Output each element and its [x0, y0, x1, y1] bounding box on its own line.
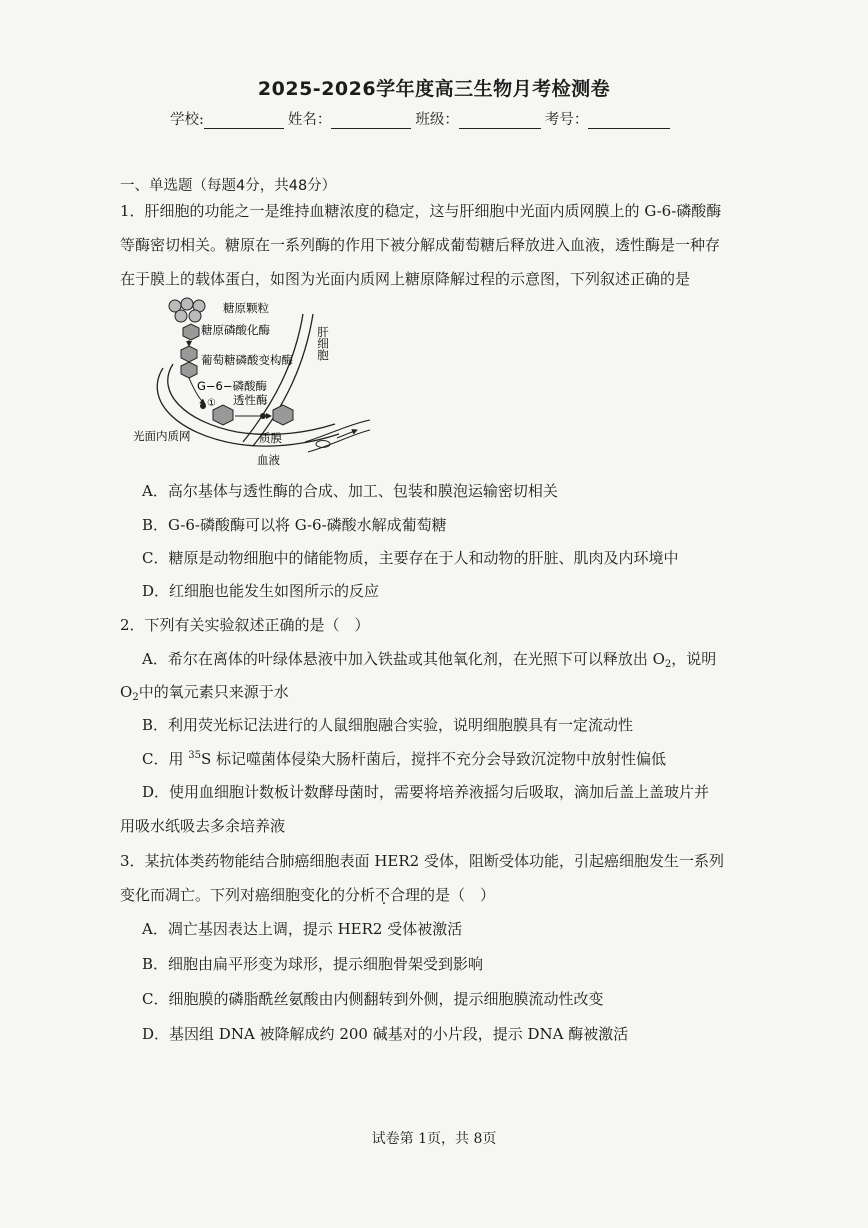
- class-blank[interactable]: [459, 114, 541, 129]
- q2-c-post: S 标记噬菌体侵染大肠杆菌后，搅拌不充分会导致沉淀物中放射性偏低: [200, 750, 667, 768]
- label-er: 光面内质网: [133, 429, 191, 443]
- label-marker: ①: [207, 398, 216, 409]
- name-label: 姓名：: [287, 112, 332, 128]
- q2-stem: 2．下列有关实验叙述正确的是（ ）: [120, 616, 370, 634]
- q3-option-d[interactable]: D．基因组 DNA 被降解成约 200 碱基对的小片段，提示 DNA 酶被激活: [142, 1025, 629, 1043]
- q1-stem-line3: 在于膜上的载体蛋白，如图为光面内质网上糖原降解过程的示意图，下列叙述正确的是: [120, 270, 691, 288]
- q2-option-a[interactable]: [142, 648, 716, 670]
- q2-a-sub: 2: [664, 659, 672, 670]
- q1-option-d[interactable]: D．红细胞也能发生如图所示的反应: [142, 582, 380, 600]
- label-glycogen: 糖原颗粒: [223, 301, 269, 315]
- q3-stem-line1: 3．某抗体类药物能结合肺癌细胞表面 HER2 受体，阻断受体功能，引起癌细胞发生一系列: [120, 852, 724, 870]
- q2-a2-text: O: [120, 683, 133, 701]
- student-info-row: [170, 108, 674, 129]
- q2-a2-post: 中的氧元素只来源于水: [138, 683, 289, 701]
- q3-option-c[interactable]: C．细胞膜的磷脂酰丝氨酸由内侧翻转到外侧，提示细胞膜流动性改变: [142, 990, 604, 1008]
- q2-c-pre: C．用: [142, 750, 189, 768]
- q2-option-b[interactable]: B．利用荧光标记法进行的人鼠细胞融合实验，说明细胞膜具有一定流动性: [142, 716, 634, 734]
- section-heading: 一、单选题（每题4分，共48分）: [120, 178, 337, 194]
- q1-option-a[interactable]: A．高尔基体与透性酶的合成、加工、包装和膜泡运输密切相关: [142, 482, 558, 500]
- q1-option-b[interactable]: B．G-6-磷酸酶可以将 G-6-磷酸水解成葡萄糖: [142, 516, 447, 534]
- q3-stem-post: 合理的是（ ）: [390, 886, 496, 904]
- exam-no-label: 考号：: [544, 112, 589, 128]
- school-label: 学校:: [170, 112, 204, 128]
- glycogen-granule-icon: [169, 298, 205, 322]
- label-permease: 透性酶: [233, 393, 268, 407]
- page-title: 2025-2026学年度高三生物月考检测卷: [257, 78, 611, 100]
- exam-no-blank[interactable]: [588, 114, 670, 129]
- q2-a-text: A．希尔在离体的叶绿体悬液中加入铁盐或其他氧化剂，在光照下可以释放出 O: [142, 650, 665, 668]
- q3-emphasis: 不: [375, 886, 391, 904]
- school-blank[interactable]: [204, 114, 284, 129]
- q2-option-d[interactable]: D．使用血细胞计数板计数酵母菌时，需要将培养液摇匀后吸取，滴加后盖上盖玻片并: [142, 783, 710, 801]
- q3-option-b[interactable]: B．细胞由扁平形变为球形，提示细胞骨架受到影响: [142, 955, 484, 973]
- q3-stem-line2: [120, 884, 495, 905]
- q2-option-d-cont: 用吸水纸吸去多余培养液: [120, 817, 286, 835]
- q2-option-a-cont: [120, 681, 289, 703]
- q3-option-a[interactable]: A．凋亡基因表达上调，提示 HER2 受体被激活: [142, 920, 463, 938]
- page-footer: 试卷第 1页，共 8页: [371, 1131, 497, 1147]
- label-phosphorylase: 糖原磷酸化酶: [201, 323, 270, 337]
- q2-option-c[interactable]: [142, 748, 666, 769]
- label-membrane: 质膜: [259, 431, 282, 445]
- glycogen-degradation-figure: [125, 292, 375, 470]
- q1-stem-line1: 1．肝细胞的功能之一是维持血糖浓度的稳定，这与肝细胞中光面内质网膜上的 G-6-磷酸酶: [120, 202, 722, 220]
- q2-a2-sub: 2: [132, 692, 139, 703]
- class-label: 班级：: [415, 112, 459, 128]
- q1-option-c[interactable]: C．糖原是动物细胞中的储能物质，主要存在于人和动物的肝脏、肌肉及内环境中: [142, 549, 679, 567]
- q2-c-sup: 35: [188, 750, 201, 761]
- label-liver-cell: 肝细胞: [316, 326, 330, 361]
- label-mutase: 葡萄糖磷酸变构酶: [201, 353, 293, 367]
- q2-a-text-post: ，说明: [671, 650, 717, 668]
- label-blood: 血液: [257, 453, 280, 467]
- q3-stem-pre: 变化而凋亡。下列对癌细胞变化的分析: [120, 886, 376, 904]
- q1-stem-line2: 等酶密切相关。糖原在一系列酶的作用下被分解成葡萄糖后释放进入血液，透性酶是一种存: [120, 236, 721, 254]
- label-g6p: G−6−磷酸酶: [197, 379, 267, 393]
- name-blank[interactable]: [331, 114, 411, 129]
